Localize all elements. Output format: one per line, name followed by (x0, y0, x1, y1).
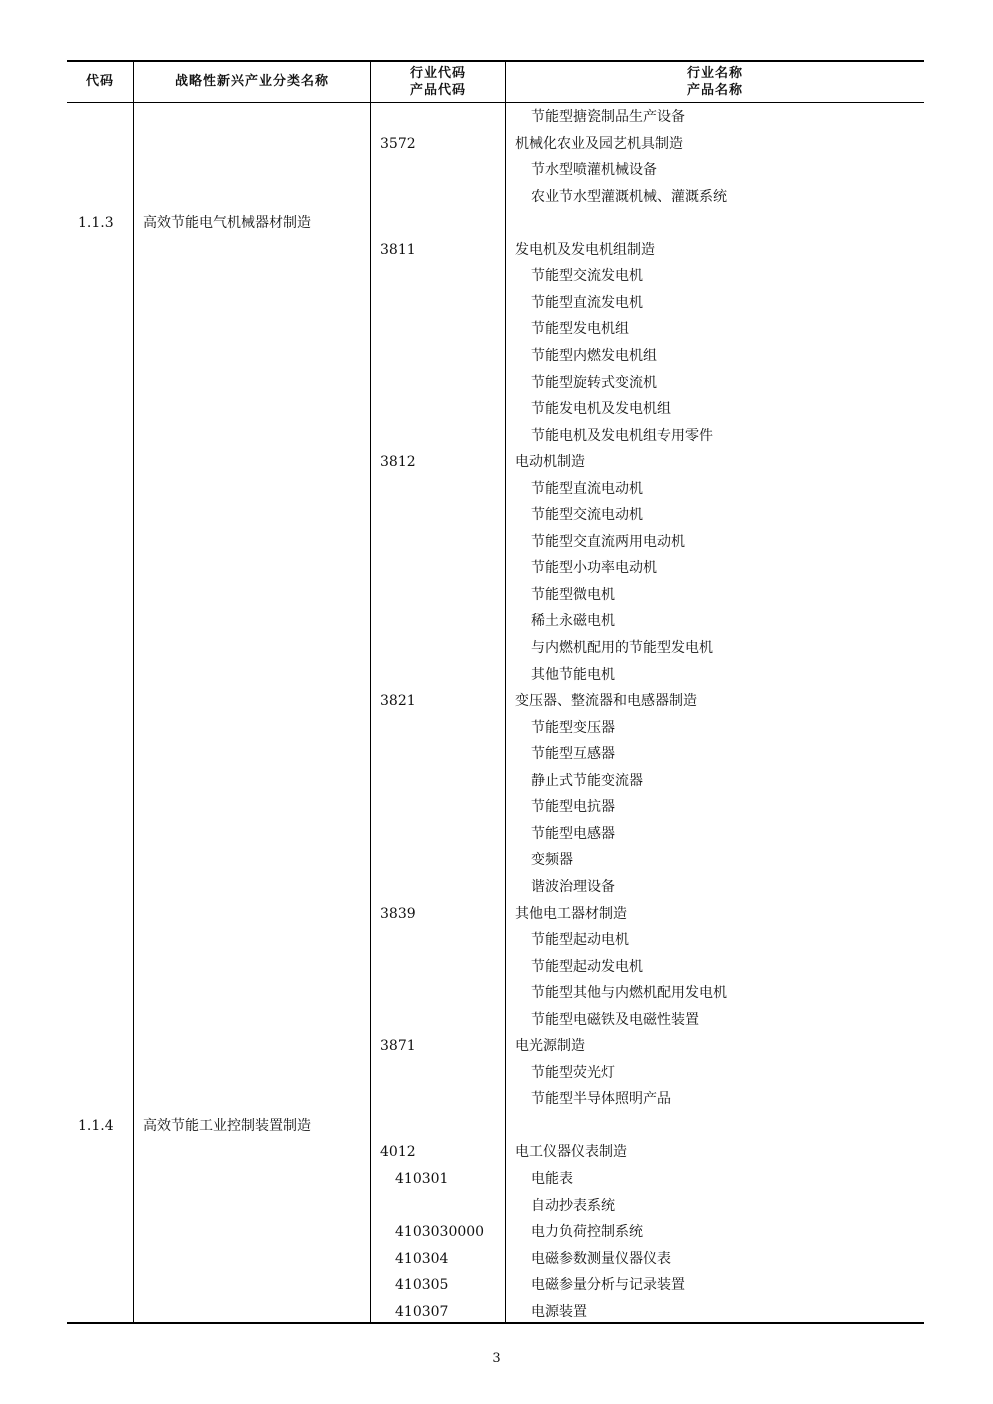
row-category-name: 高效节能电气机械器材制造 (143, 215, 311, 231)
header-product-name-label: 产品名称 (686, 82, 743, 98)
row-product-name: 节能型其他与内燃机配用发电机 (531, 985, 727, 1001)
row-product-name: 自动抄表系统 (531, 1198, 615, 1214)
row-product-name: 节能型电感器 (531, 826, 615, 842)
header-code-label: 代码 (85, 74, 114, 89)
header-category-name (134, 61, 370, 102)
row-industry-name: 电工仪器仪表制造 (515, 1144, 627, 1160)
row-product-name: 节能型交直流两用电动机 (531, 534, 685, 550)
column-divider (370, 61, 371, 1323)
column-divider (505, 61, 506, 1323)
row-industry-name: 电光源制造 (515, 1038, 585, 1054)
row-product-code: 410305 (395, 1277, 449, 1293)
row-product-name: 稀土永磁电机 (531, 613, 615, 629)
column-divider (133, 61, 134, 1323)
table-bottom-rule (67, 1322, 924, 1324)
row-industry-code: 4012 (380, 1144, 416, 1160)
row-industry-name: 机械化农业及园艺机具制造 (515, 136, 683, 152)
row-product-name: 节能型荧光灯 (531, 1065, 615, 1081)
row-industry-code: 3572 (380, 136, 416, 152)
header-industry-code-label: 行业代码 (409, 65, 466, 81)
row-code: 1.1.4 (78, 1118, 114, 1134)
row-product-name: 节能型交流电动机 (531, 507, 643, 523)
row-industry-code: 3821 (380, 693, 416, 709)
row-product-name: 节能型互感器 (531, 746, 615, 762)
row-product-name: 节能型电抗器 (531, 799, 615, 815)
header-names (506, 61, 924, 102)
row-product-name: 节能电机及发电机组专用零件 (531, 428, 713, 444)
page-number: 3 (492, 1351, 501, 1366)
row-product-name: 节能型发电机组 (531, 321, 629, 337)
row-product-name: 谐波治理设备 (531, 879, 615, 895)
row-industry-code: 3871 (380, 1038, 416, 1054)
row-product-name: 节水型喷灌机械设备 (531, 162, 657, 178)
row-product-name: 节能型小功率电动机 (531, 560, 657, 576)
header-industry-name-label: 行业名称 (686, 65, 743, 81)
row-product-name: 节能型电磁铁及电磁性装置 (531, 1012, 699, 1028)
row-product-name: 其他节能电机 (531, 667, 615, 683)
row-product-code: 410301 (395, 1171, 449, 1187)
header-codes (371, 61, 505, 102)
row-product-code: 410307 (395, 1304, 449, 1320)
row-product-name: 节能型变压器 (531, 720, 615, 736)
row-product-name: 电磁参数测量仪器仪表 (531, 1251, 671, 1267)
row-industry-name: 变压器、整流器和电感器制造 (515, 693, 697, 709)
row-product-name: 静止式节能变流器 (531, 773, 643, 789)
row-product-name: 节能型微电机 (531, 587, 615, 603)
row-product-name: 节能型交流发电机 (531, 268, 643, 284)
header-code (67, 61, 133, 102)
row-product-code: 4103030000 (395, 1224, 485, 1240)
row-product-name: 节能型内燃发电机组 (531, 348, 657, 364)
header-bottom-rule (67, 102, 924, 103)
row-product-name: 节能型起动发电机 (531, 959, 643, 975)
row-industry-name: 发电机及发电机组制造 (515, 242, 655, 258)
row-product-name: 电能表 (531, 1171, 573, 1187)
row-category-name: 高效节能工业控制装置制造 (143, 1118, 311, 1134)
row-product-name: 节能型旋转式变流机 (531, 375, 657, 391)
row-product-name: 农业节水型灌溉机械、灌溉系统 (531, 189, 727, 205)
row-industry-code: 3812 (380, 454, 416, 470)
row-product-name: 节能型起动电机 (531, 932, 629, 948)
row-industry-code: 3811 (380, 242, 416, 258)
row-product-name: 变频器 (531, 852, 573, 868)
row-product-name: 节能型直流电动机 (531, 481, 643, 497)
row-code: 1.1.3 (78, 215, 114, 231)
row-product-name: 节能型直流发电机 (531, 295, 643, 311)
row-product-name: 与内燃机配用的节能型发电机 (531, 640, 713, 656)
row-product-name: 电力负荷控制系统 (531, 1224, 643, 1240)
row-industry-code: 3839 (380, 906, 416, 922)
row-industry-name: 电动机制造 (515, 454, 585, 470)
row-product-code: 410304 (395, 1251, 449, 1267)
row-product-name: 节能型半导体照明产品 (531, 1091, 671, 1107)
header-product-code-label: 产品代码 (409, 82, 466, 98)
row-industry-name: 其他电工器材制造 (515, 906, 627, 922)
row-product-name: 电源装置 (531, 1304, 587, 1320)
row-product-name: 电磁参量分析与记录装置 (531, 1277, 685, 1293)
row-product-name: 节能型搪瓷制品生产设备 (531, 109, 685, 125)
row-product-name: 节能发电机及发电机组 (531, 401, 671, 417)
header-category-label: 战略性新兴产业分类名称 (174, 74, 329, 89)
